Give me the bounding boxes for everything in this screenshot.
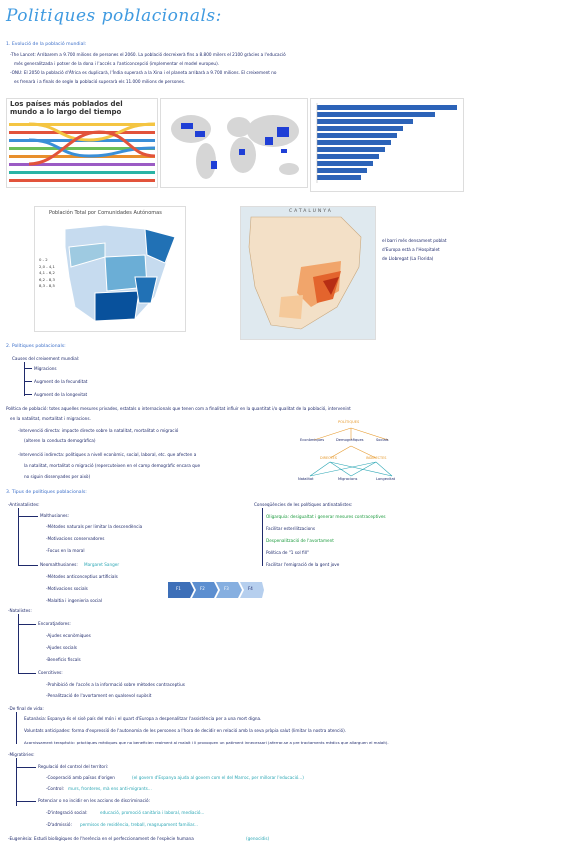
- tree-branch: [18, 624, 36, 625]
- infographic-subtitle: mundo a lo largo del tiempo: [10, 108, 122, 116]
- consequence-item: Facilitar esterilitzacions: [266, 526, 316, 531]
- migratory-note: murs, fronteres, mà ens anti-migrants...: [68, 786, 152, 791]
- infographic-ribbons: [9, 121, 155, 185]
- cause-item: Migracions: [34, 366, 57, 371]
- causes-title: Causes del creixement mundial:: [12, 356, 80, 361]
- side-note: el barri més densament poblat: [382, 238, 447, 243]
- eugenics-note: (genocidis): [246, 836, 270, 841]
- catalonia-map-title: CATALUNYA: [289, 209, 333, 214]
- tree-branch: [24, 394, 32, 395]
- section-2-heading: 2. Polítiques poblacionals:: [6, 344, 66, 349]
- encouraging-item: -Beneficis fiscals: [46, 657, 81, 662]
- spain-population-map: [34, 206, 186, 332]
- catalonia-map-shapes: [241, 207, 375, 339]
- tree-branch: [18, 516, 38, 517]
- demographic-phases-graphic: [168, 580, 264, 600]
- legend-item: 4,1 - 6,2: [39, 270, 55, 275]
- populous-countries-infographic: [6, 98, 158, 188]
- tree-branch: [16, 801, 36, 802]
- encouraging-item: -Ajudes econòmiques: [46, 633, 91, 638]
- end-of-life-title: -De final de vida:: [8, 706, 44, 711]
- bar-chart-svg: [311, 99, 463, 191]
- population-bar-chart: [310, 98, 464, 192]
- diagram-node: Demogràfiques: [336, 438, 364, 442]
- migratory-item: -D'admissió:: [46, 822, 72, 827]
- diagram-node: Socials: [376, 438, 389, 442]
- diagram-node: Longevitat: [376, 477, 396, 481]
- coercive-title: Coercitives:: [38, 670, 63, 675]
- diagram-node: Natalitat: [298, 477, 314, 481]
- section-1-heading: 1. Evolució de la població mundial:: [6, 42, 87, 47]
- coercive-item: -Prohibició de l'accés a la informació sobre mètodes contraceptius: [46, 682, 185, 687]
- legend-item: 0 - 2: [39, 257, 48, 262]
- tree-line: [16, 758, 17, 806]
- diagram-lines: [296, 418, 406, 486]
- migratory-item: -Control:: [46, 786, 65, 791]
- page-title: Politiques poblacionals:: [6, 6, 222, 26]
- diagram-node: DIRECTES: [320, 456, 337, 460]
- neomalthusian-item: -Mètodes anticonceptius artificials: [46, 574, 118, 579]
- migratory-item: -D'integració social:: [46, 810, 88, 815]
- infographic-title: Los países más poblados del: [10, 100, 123, 108]
- diagram-node: Migracions: [338, 477, 358, 481]
- s1-line: -The Lancet: Arribarem a 9.700 milions de persones el 2060. La població decreixerà fins a 8.800 milers el 2100 gràcies a l'educació: [10, 52, 286, 57]
- antinatalist-title: -Antinatalistes:: [8, 502, 40, 507]
- tree-branch: [24, 368, 32, 369]
- indirect-intervention: no siguin dissenyades per això): [24, 474, 91, 479]
- migratory-note: educació, promoció sanitària i laboral, mediació...: [100, 810, 205, 815]
- migratory-note: (el govern d'Espanya ajuda al govern com el del Marroc, per millorar l'educació...): [132, 775, 304, 780]
- neomalthusian-note: Margaret Sanger: [84, 562, 120, 567]
- legend-item: 6,2 - 8,3: [39, 276, 55, 282]
- malthusian-item: -Mètodes naturals per limitar la descendència: [46, 524, 143, 529]
- side-note: d'Europa està a l'Hospitalet: [382, 247, 440, 252]
- end-of-life-item: Acarnissament terapèutic: pràctiques mèdiques que no beneficien realment al malalt i li provoquen un patiment innecessari (aferrar-se a pre tractaments mèdics que allarguen el malalt).: [24, 740, 389, 745]
- migratory-item: -Cooperació amb països d'origen: [46, 775, 115, 780]
- tree-line: [16, 712, 17, 744]
- migratory-regulation: Regulació del control del territori:: [38, 764, 109, 769]
- consequence-item: Política de "1 sol fill": [266, 550, 309, 555]
- world-map-shapes: [161, 99, 307, 187]
- consequence-item: Facilitar l'emigració de la gent jove: [266, 562, 340, 567]
- phase-label: F1: [176, 586, 181, 591]
- tree-line: [262, 508, 263, 566]
- diagram-node: INDIRECTES: [366, 456, 387, 460]
- legend-item: 2,0 - 4,1: [39, 263, 55, 269]
- end-of-life-item: Eutanàsia: Espanya és el sisè país del món i el quart d'Europa a despenalitzar l'assistència per a una mort digna.: [24, 716, 262, 721]
- legend-item: 8,3 - 8,5: [39, 283, 55, 288]
- catalonia-density-map: [240, 206, 376, 340]
- spain-map-shapes: [35, 207, 185, 331]
- direct-intervention: -Intervenció directa: impacte directe sobre la natalitat, mortalitat o migració: [18, 428, 179, 433]
- tree-line: [18, 614, 19, 674]
- cause-item: Augment de la longevitat: [34, 392, 88, 397]
- tree-branch: [18, 565, 38, 566]
- neomalthusian-item: -Malaltia i ingenieria social: [46, 598, 102, 603]
- migratory-note: permisos de residència, treball, reagrupament familiar...: [80, 822, 198, 827]
- migratory-discrimination: Potenciar o no incidir en les accions de discriminació:: [38, 798, 151, 803]
- natalist-title: -Natalistes:: [8, 608, 32, 613]
- cause-item: Augment de la fecunditat: [34, 379, 88, 384]
- definition: Política de població: totes aquelles mesures privades, estatals o internacionals que tenen com a finalitat influir en la quantitat i/o qualitat de la població, intervenint: [6, 406, 351, 411]
- phase-label: F3: [224, 586, 229, 591]
- definition: en la natalitat, mortalitat i migracions.: [10, 416, 91, 421]
- tree-branch: [24, 381, 32, 382]
- neomalthusian-title: Neomalthusianes:: [40, 562, 78, 567]
- malthusian-title: Malthusianes:: [40, 513, 70, 518]
- section-3-heading: 3. Tipus de polítiques poblacionals:: [6, 490, 87, 495]
- encouraging-item: -Ajudes socials: [46, 645, 77, 650]
- migratory-title: -Migratòries:: [8, 752, 35, 757]
- tree-branch: [18, 673, 36, 674]
- spain-map-legend: [39, 257, 55, 290]
- malthusian-item: -Motivacions conservadores: [46, 536, 105, 541]
- encouraging-title: Encoratjadores:: [38, 621, 71, 626]
- phase-label: F4: [248, 586, 253, 591]
- eugenics-line: -Eugenèsia: Estudi biològiques de l'herència en el perfeccionament de l'espècie humana: [8, 836, 194, 841]
- world-population-map: [160, 98, 308, 188]
- direct-intervention: (alteren la conducta demogràfica): [24, 438, 96, 443]
- malthusian-item: -Focus en la moral: [46, 548, 85, 553]
- consequence-item: Despenalització de l'avortament: [266, 538, 334, 543]
- s1-line: més generalitzada i potser de la dona i l'accés a l'anticoncepció (implementar el model europeu).: [14, 61, 220, 66]
- consequences-title: Conseqüències de les polítiques antinatalistes:: [254, 502, 353, 507]
- diagram-top: POLÍTIQUES: [338, 420, 360, 424]
- side-note: de Llobregat (La Florida): [382, 256, 434, 261]
- coercive-item: -Penalització de l'avortament en qualsevol supòsit: [46, 693, 152, 698]
- indirect-intervention: -Intervenció indirecta: polítiques a nivell econòmic, social, laboral, etc. que afecten a: [18, 452, 197, 457]
- diagram-node: Econòmiques: [300, 438, 325, 442]
- spain-map-title: Población Total por Comunidades Autónomas: [49, 210, 162, 216]
- policies-diagram: [296, 418, 406, 486]
- tree-branch: [16, 767, 36, 768]
- phase-label: F2: [200, 586, 205, 591]
- s1-line: -ONU: El 2050 la població d'Àfrica es duplicarà, l'Índia superarà a la Xina i el planeta arribarà a 9.700 milions. El creixement no: [10, 70, 277, 75]
- indirect-intervention: la natalitat, mortalitat o migració (repercuteixen en el camp demogràfic encara que: [24, 463, 201, 468]
- consequence-item: Oligarquia: desigualtat i generar mesures contraceptives: [266, 514, 386, 519]
- s1-line: es frenarà i a finals de segle la població superarà els 11.000 milions de persones.: [14, 79, 186, 84]
- end-of-life-item: Voluntats anticipades: forma d'expressió de l'autonomia de les persones a l'hora de decidir en relació amb la seva pròpia salut (limitar la nostra atenció).: [24, 728, 347, 733]
- neomalthusian-item: -Motivacions socials: [46, 586, 88, 591]
